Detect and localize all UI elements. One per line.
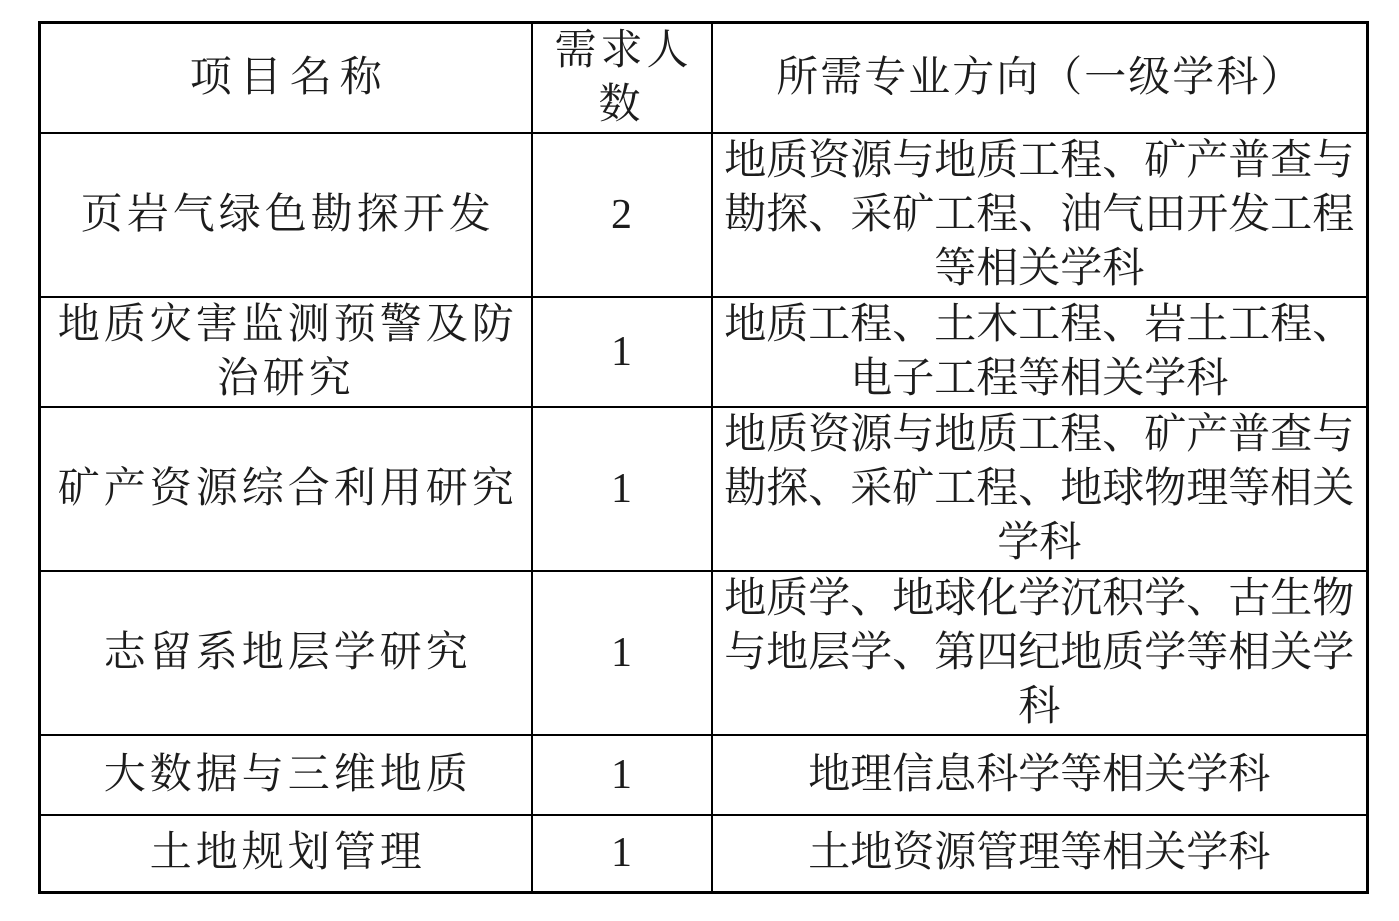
table-row (40, 407, 1368, 571)
majors-cell: 地质资源与地质工程、矿产普查与勘探、采矿工程、地球物理等相关学科 (712, 407, 1368, 571)
majors-cell: 土地资源管理等相关学科 (712, 815, 1368, 892)
table-row (40, 735, 1368, 815)
project-name-cell: 矿产资源综合利用研究 (40, 407, 532, 571)
project-name-cell: 志留系地层学研究 (40, 571, 532, 735)
recruitment-table (38, 21, 1369, 894)
table-row (40, 815, 1368, 892)
headcount-cell: 1 (532, 815, 712, 892)
majors-cell: 地质学、地球化学沉积学、古生物与地层学、第四纪地质学等相关学科 (712, 571, 1368, 735)
project-name-cell: 土地规划管理 (40, 815, 532, 892)
headcount-cell: 1 (532, 735, 712, 815)
majors-cell: 地质工程、土木工程、岩土工程、电子工程等相关学科 (712, 297, 1368, 407)
project-name-cell: 页岩气绿色勘探开发 (40, 133, 532, 297)
headcount-cell: 1 (532, 407, 712, 571)
majors-cell: 地理信息科学等相关学科 (712, 735, 1368, 815)
table-row (40, 133, 1368, 297)
table-row (40, 297, 1368, 407)
majors-cell: 地质资源与地质工程、矿产普查与勘探、采矿工程、油气田开发工程等相关学科 (712, 133, 1368, 297)
headcount-cell: 1 (532, 297, 712, 407)
col-header-headcount: 需求人数 (532, 23, 712, 134)
table-header-row (40, 23, 1368, 134)
project-name-cell: 地质灾害监测预警及防治研究 (40, 297, 532, 407)
table-row (40, 571, 1368, 735)
headcount-cell: 2 (532, 133, 712, 297)
headcount-cell: 1 (532, 571, 712, 735)
col-header-majors: 所需专业方向（一级学科） (712, 23, 1368, 134)
project-name-cell: 大数据与三维地质 (40, 735, 532, 815)
col-header-project-name: 项目名称 (40, 23, 532, 134)
